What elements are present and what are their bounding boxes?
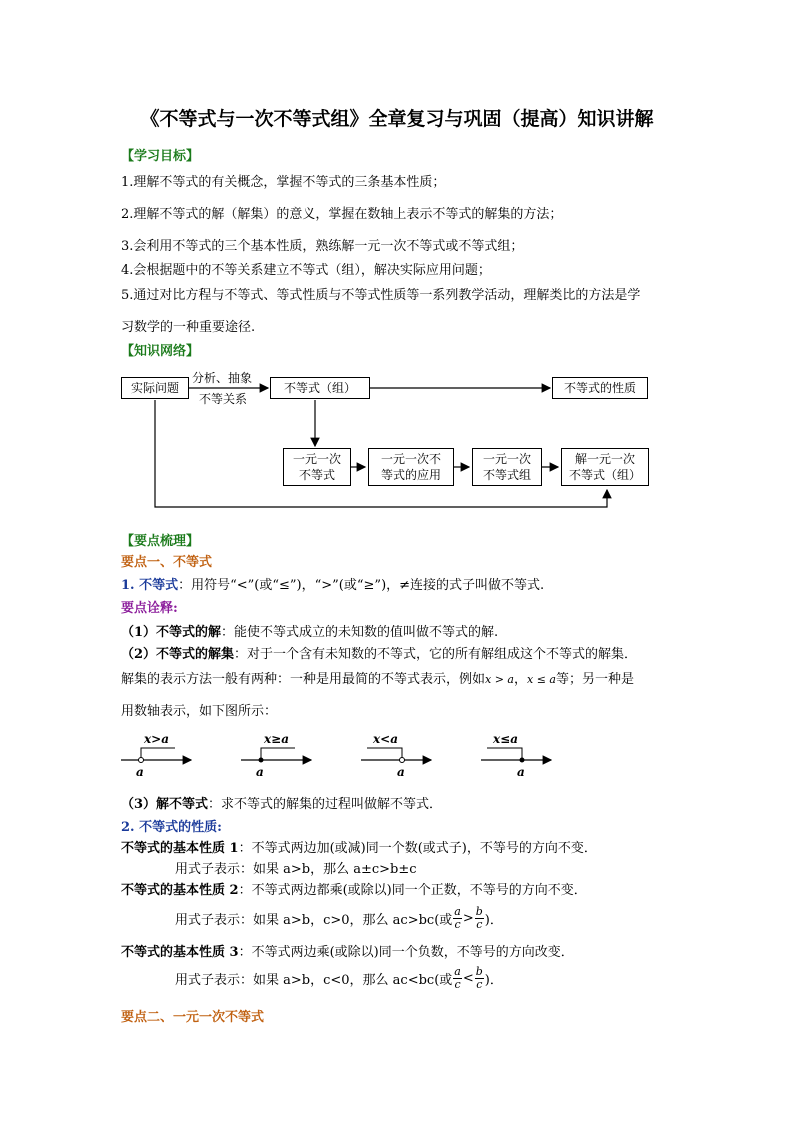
number-lines [115,728,565,780]
svg-text:a: a [256,765,264,779]
explain-solution-set: （2）不等式的解集：对于一个含有未知数的不等式，它的所有解组成这个不等式的解集． [121,647,638,662]
objective-3: 3.会利用不等式的三个基本性质，熟练解一元一次不等式或不等式组； [121,239,524,254]
number-line-le [481,732,551,779]
explain-solution: （1）不等式的解：能使不等式成立的未知数的值叫做不等式的解. [121,625,499,640]
property-3-expr: 用式子表示：如果 a>b，c<0，那么 ac<bc(或 $\frac{a}{c}$ < $\frac{b}{c}$ )． [175,964,503,991]
svg-text:a: a [136,765,144,779]
property-1: 不等式的基本性质 1：不等式两边加(或减)同一个数(或式子)，不等号的方向不变． [121,841,597,856]
objectives-heading: 【学习目标】 [121,149,200,164]
explain-representation-cont: 用数轴表示，如下图所示： [121,704,278,719]
box-actual-problem: 实际问题 [121,377,189,399]
number-line-ge [241,732,311,779]
svg-text:x>a: x>a [144,732,169,746]
objective-2: 2.理解不等式的解（解集）的意义，掌握在数轴上表示不等式的解集的方法； [121,207,563,222]
property-1-expr: 用式子表示：如果 a>b，那么 a±c>b±c [175,862,417,877]
svg-text:x<a: x<a [373,732,398,746]
svg-text:x≤a: x≤a [493,732,518,746]
explain-representation: 解集的表示方法一般有两种：一种是用最简的不等式表示，例如x > a，x ≤ a等；另一种是 [121,672,635,687]
point-1-title: 要点一、不等式 [121,555,213,570]
box-inequality: 不等式（组） [270,377,370,399]
box-properties: 不等式的性质 [552,377,648,399]
objective-5-cont: 习数学的一种重要途径. [121,320,256,335]
arrow-label-relation: 不等关系 [199,392,248,406]
fraction-a-over-c: $\frac{a}{c}$ [454,904,461,931]
arrow-label-analyze: 分析、抽象 [192,371,253,385]
box-application: 一元一次不 等式的应用 [368,448,454,486]
svg-text:a: a [517,765,525,779]
number-line-lt [361,732,431,779]
network-heading: 【知识网络】 [121,344,200,359]
box-solve: 解一元一次 不等式（组） [561,448,649,486]
points-heading: 【要点梳理】 [121,534,200,549]
svg-text:x≥a: x≥a [264,732,289,746]
objective-5: 5.通过对比方程与不等式、等式性质与不等式性质等一系列教学活动，理解类比的方法是学 [121,288,641,303]
property-2-expr: 用式子表示：如果 a>b，c>0，那么 ac>bc(或 $\frac{a}{c}$ > $\frac{b}{c}$ )． [175,904,503,931]
fraction-b-over-c: $\frac{b}{c}$ [475,964,483,991]
explain-title: 要点诠释: [121,601,178,616]
point-2-title: 2. 不等式的性质: [121,820,222,835]
explain-solve: （3）解不等式：求不等式的解集的过程叫做解不等式． [121,797,443,812]
box-system: 一元一次 不等式组 [472,448,542,486]
inequality-definition: 1. 不等式：用符号“<”(或“≤”)，“>”(或“≥”)，≠连接的式子叫做不等式. [121,578,545,593]
number-line-gt [121,732,191,779]
fraction-a-over-c: $\frac{a}{c}$ [454,964,461,991]
page-title: 《不等式与一次不等式组》全章复习与巩固（提高）知识讲解 [140,108,654,130]
fraction-b-over-c: $\frac{b}{c}$ [475,904,483,931]
property-3: 不等式的基本性质 3：不等式两边乘(或除以)同一个负数，不等号的方向改变． [121,945,574,960]
box-linear-inequality: 一元一次 不等式 [283,448,351,486]
objective-4: 4.会根据题中的不等关系建立不等式（组），解决实际应用问题； [121,263,491,278]
point-3-title: 要点二、一元一次不等式 [121,1010,265,1025]
property-2: 不等式的基本性质 2：不等式两边都乘(或除以)同一个正数，不等号的方向不变． [121,883,587,898]
svg-text:a: a [397,765,405,779]
objective-1: 1.理解不等式的有关概念，掌握不等式的三条基本性质； [121,175,446,190]
